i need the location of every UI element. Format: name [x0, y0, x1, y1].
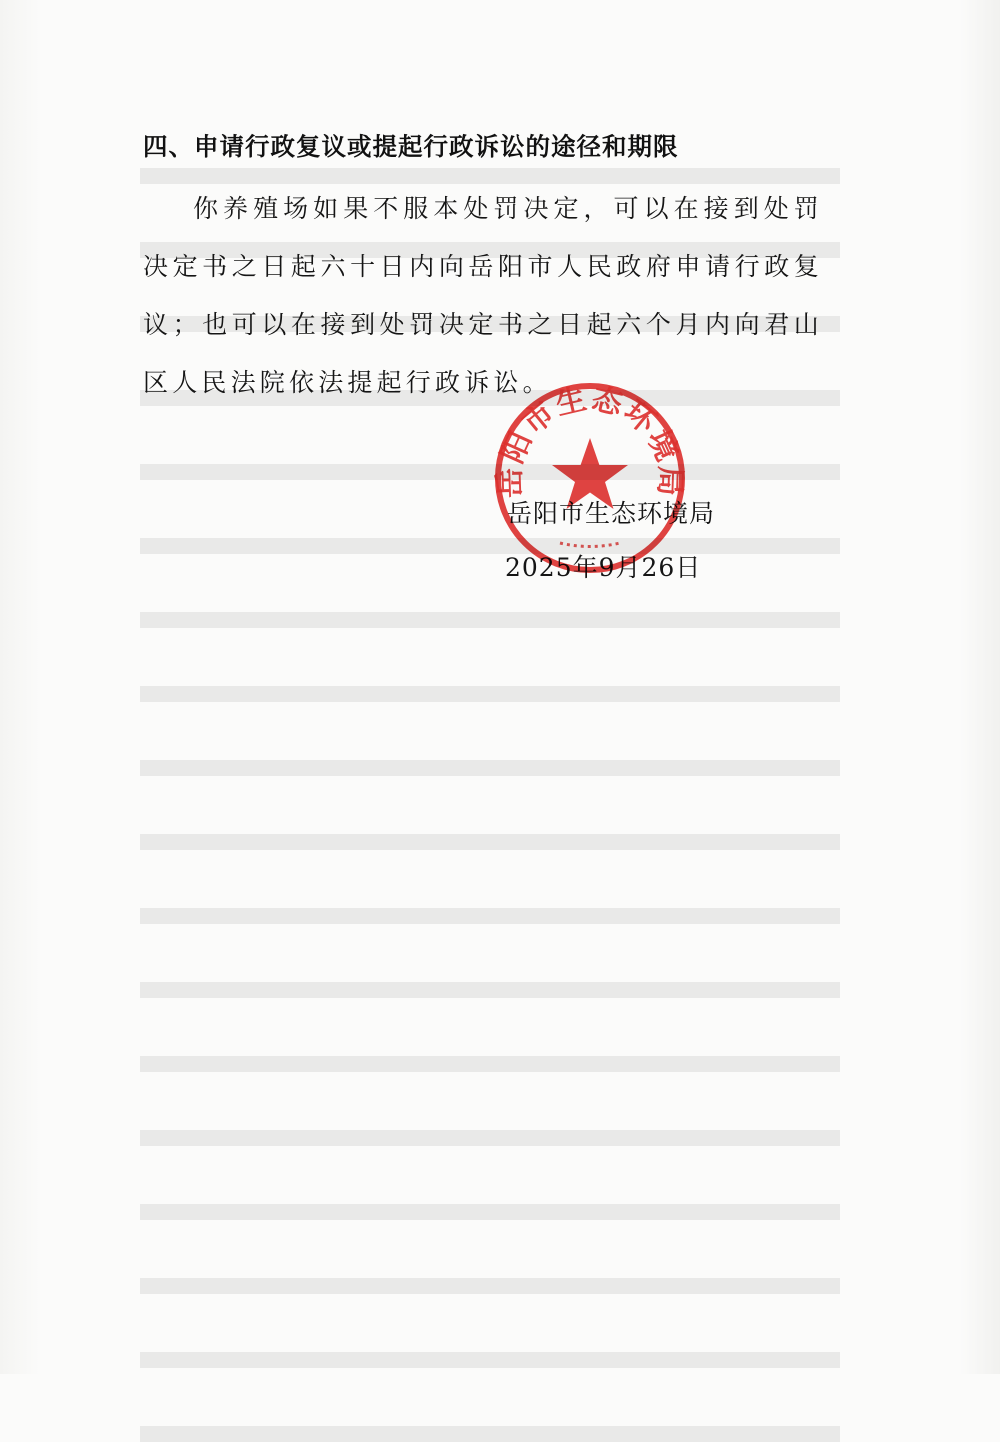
seal-star-icon [552, 438, 628, 509]
appeal-paragraph: 你养殖场如果不服本处罚决定，可以在接到处罚决定书之日起六十日内向岳阳市人民政府申请行政复议；也可以在接到处罚决定书之日起六个月内向君山区人民法院依法提起行政诉讼。 [143, 194, 823, 397]
section-heading: 四、申请行政复议或提起行政诉讼的途径和期限 [143, 132, 679, 161]
issuer-name: 岳阳市生态环境局 [507, 499, 716, 528]
seal-text: 岳阳市生态环境局 [492, 381, 688, 499]
issue-date: 2025年9月26日 [505, 553, 702, 582]
official-seal-stamp [490, 378, 690, 578]
